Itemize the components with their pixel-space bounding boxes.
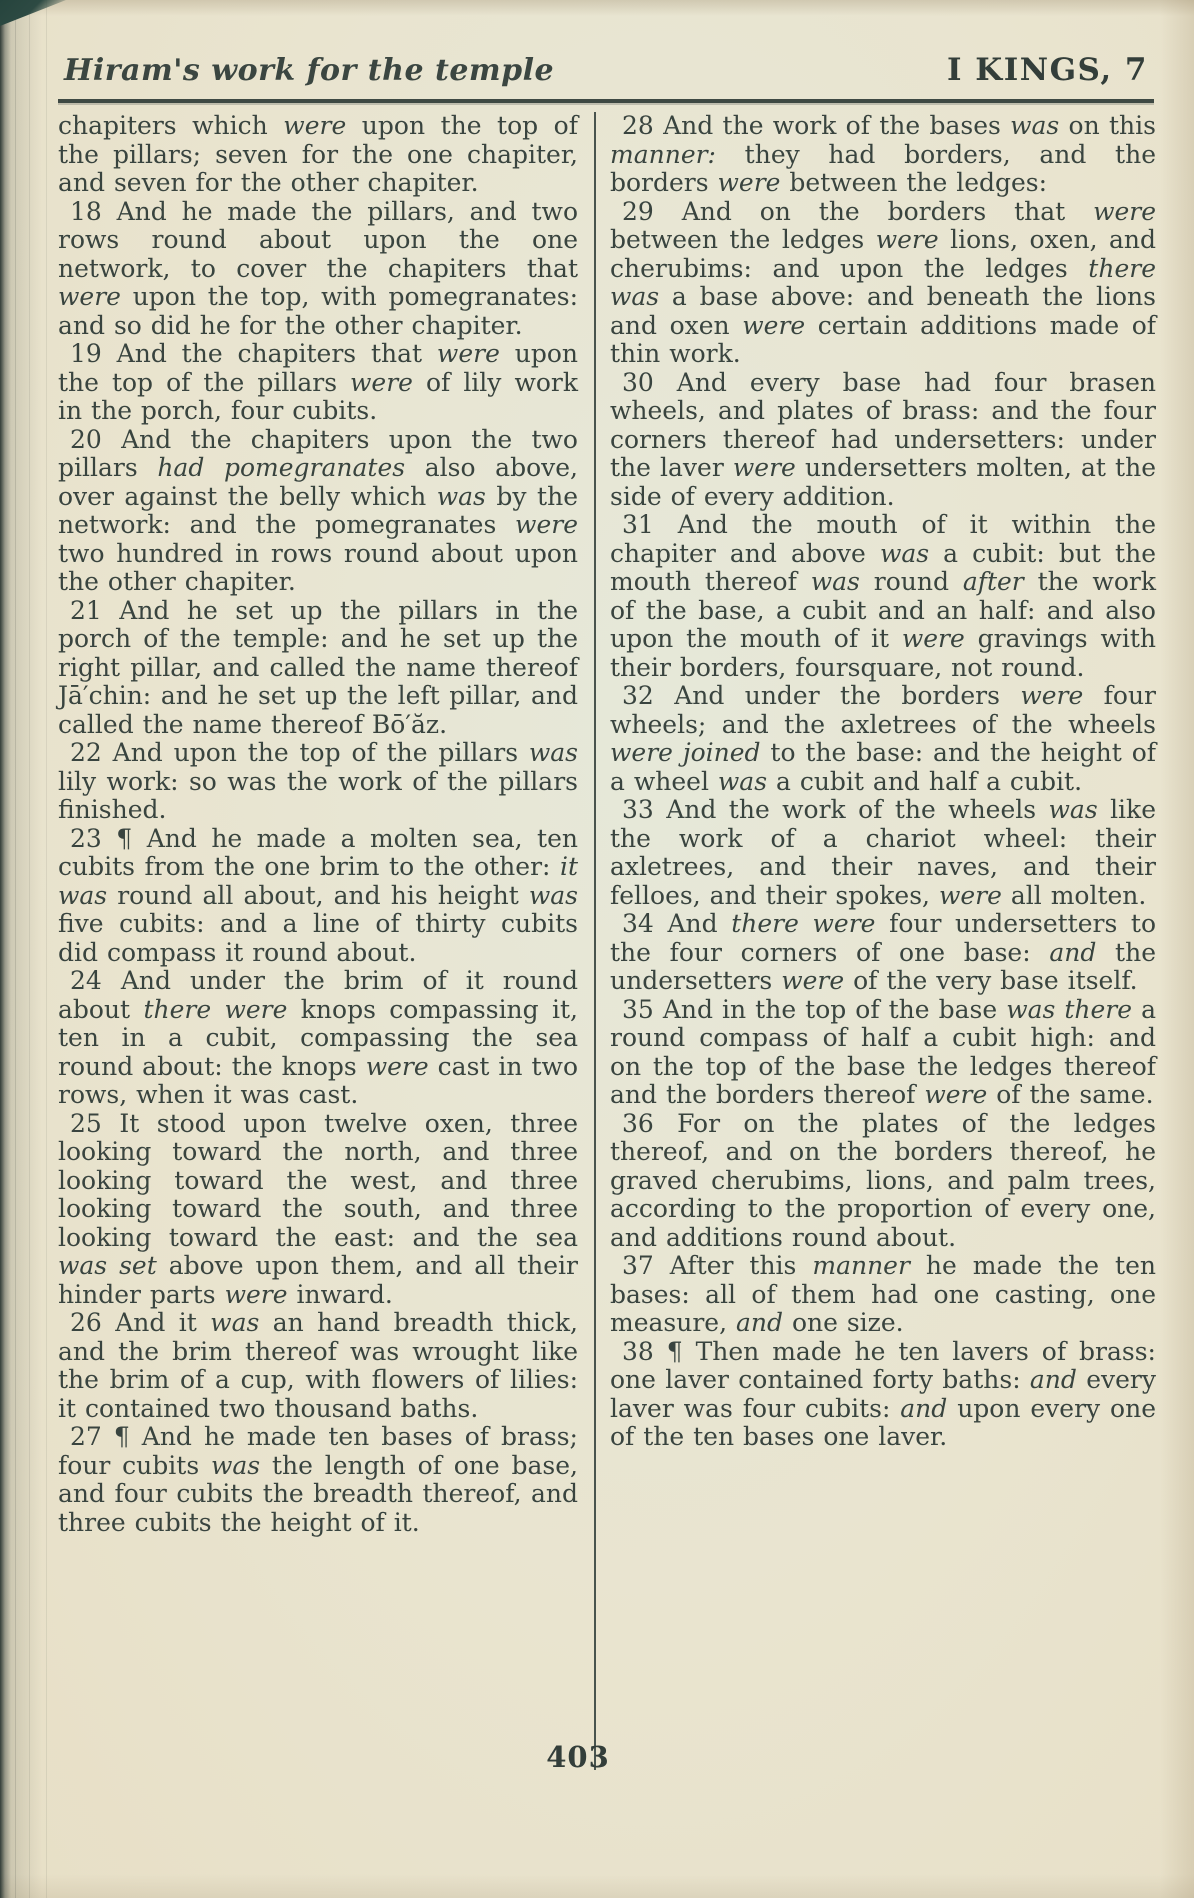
- right-column: [610, 112, 1156, 1452]
- verse-number: 29: [622, 196, 682, 226]
- column-divider: [594, 112, 596, 1770]
- verse-20: 20 And the chapiters upon the two pillars had pomegranates also above, over against the belly which was by the network: and the pomegranates were two hundred in rows round about upon the other chapiter.: [58, 424, 578, 596]
- page-footer: [58, 1740, 1098, 1774]
- verse-number: 26: [70, 1308, 116, 1337]
- pilcrow-mark: ¶: [116, 823, 147, 853]
- verse-32: 32 And under the borders were four wheels; and the axletrees of the wheels were joined to the base: and the height of a wheel was a cubit and half a cubit.: [610, 681, 1157, 796]
- verse-35: 35 And in the top of the base was there a round compass of half a cubit high: and on the top of the base the ledges thereof and the borders thereof were of the same.: [610, 994, 1156, 1109]
- page-edge-crease: [46, 0, 47, 1898]
- verse-number: 23: [70, 823, 117, 853]
- page-edge-crease: [29, 0, 30, 1898]
- verse-number: 20: [70, 424, 122, 454]
- left-column: [58, 112, 578, 1537]
- pilcrow-mark: ¶: [113, 1422, 142, 1451]
- verse-number: 33: [622, 795, 667, 824]
- verse-23: 23 ¶ And he made a molten sea, ten cubits from the one brim to the other: it was round all about, and his height was five cubits: and a line of thirty cubits did compass it round about.: [58, 823, 579, 967]
- pilcrow-mark: ¶: [666, 1336, 696, 1366]
- verse-number: 38: [622, 1336, 667, 1366]
- verse-26: 26 And it was an hand breadth thick, and the brim thereof was wrought like the brim of a cup, with flowers of lilies: it contained two thousand baths.: [58, 1308, 578, 1423]
- verse-21: 21 And he set up the pillars in the porch of the temple: and he set up the right pillar, and called the name thereof Jā′chin: and he set up the left pillar, and called the name thereof Bō′ăz.: [58, 595, 578, 739]
- verse-36: 36 For on the plates of the ledges thereof, and on the borders thereof, he graved cherubims, lions, and palm trees, according to the proportion of every one, and additions round about.: [610, 1108, 1156, 1252]
- verse-number: 35: [622, 994, 663, 1024]
- header-rule: [58, 99, 1154, 103]
- running-head: Hiram's work for the temple: [64, 53, 555, 88]
- verse-number: 27: [70, 1422, 114, 1451]
- verse-25: 25 It stood upon twelve oxen, three looking toward the north, and three looking toward the west, and three looking toward the south, and three looking toward the east: and the sea was set above upon them, and all their hinder parts were inward.: [58, 1108, 578, 1309]
- verse-19: 19 And the chapiters that were upon the top of the pillars were of lily work in the porch, four cubits.: [58, 339, 578, 425]
- verse-number: 36: [622, 1108, 678, 1138]
- verse-33: 33 And the work of the wheels was like the work of a chariot wheel: their axletrees, and their naves, and their felloes, and their spokes, were all molten.: [610, 795, 1157, 910]
- verse-number: 22: [70, 738, 113, 767]
- page-edge-crease: [15, 0, 16, 1898]
- verse-number: 18: [70, 196, 117, 226]
- verse-number: 34: [622, 909, 668, 938]
- page-header: [64, 30, 1148, 88]
- verse-34: 34 And there were four undersetters to the four corners of one base: and the undersetters were of the very base itself.: [610, 909, 1157, 995]
- binding-corner: [0, 0, 66, 26]
- verse-27: 27 ¶ And he made ten bases of brass; four cubits was the length of one base, and four cubits the breadth thereof, and three cubits the height of it.: [58, 1422, 578, 1537]
- verse-24: 24 And under the brim of it round about there were knops compassing it, ten in a cubit, compassing the sea round about: the knops were cast in two rows, when it was cast.: [58, 966, 578, 1109]
- verse-31: 31 And the mouth of it within the chapiter and above was a cubit: but the mouth thereof was round after the work of the base, a cubit and an half: and also upon the mouth of it were gravings with their borders, foursquare, not round.: [610, 510, 1157, 682]
- verse-number: 31: [622, 510, 678, 539]
- verse-number: 24: [70, 966, 121, 995]
- verse-29: 29 And on the borders that were between the ledges were lions, oxen, and cherubims: and upon the ledges there was a base above: and beneath the lions and oxen were certain additions made of thin work.: [610, 196, 1157, 368]
- verse-18: 18 And he made the pillars, and two rows round about upon the one network, to cover the chapiters that were upon the top, with pomegranates: and so did he for the other chapiter.: [58, 196, 578, 340]
- verse-number: 28: [622, 111, 664, 140]
- verse-30: 30 And every base had four brasen wheels, and plates of brass: and the four corners thereof had undersetters: under the laver were undersetters molten, at the side of every addition.: [610, 367, 1156, 511]
- verse-number: 30: [622, 367, 677, 397]
- verse-continuation: chapiters which were upon the top of the pillars; seven for the one chapiter, and seven for the other chapiter.: [58, 111, 578, 197]
- verse-number: 32: [622, 681, 675, 710]
- verse-number: 25: [70, 1108, 120, 1138]
- page-number: 403: [546, 1740, 610, 1774]
- verse-28: 28 And the work of the bases was on this manner: they had borders, and the borders were between the ledges:: [610, 111, 1156, 197]
- verse-38: 38 ¶ Then made he ten lavers of brass: one laver contained forty baths: and every laver was four cubits: and upon every one of the ten bases one laver.: [610, 1336, 1156, 1451]
- verse-number: 21: [70, 595, 120, 625]
- verse-number: 37: [622, 1251, 670, 1280]
- verse-37: 37 After this manner he made the ten bases: all of them had one casting, one measure, and one size.: [610, 1251, 1156, 1337]
- verse-22: 22 And upon the top of the pillars was lily work: so was the work of the pillars finished.: [58, 738, 578, 824]
- scripture-columns: [58, 112, 1156, 1770]
- book-chapter-label: I KINGS, 7: [947, 52, 1148, 88]
- verse-number: 19: [70, 339, 117, 368]
